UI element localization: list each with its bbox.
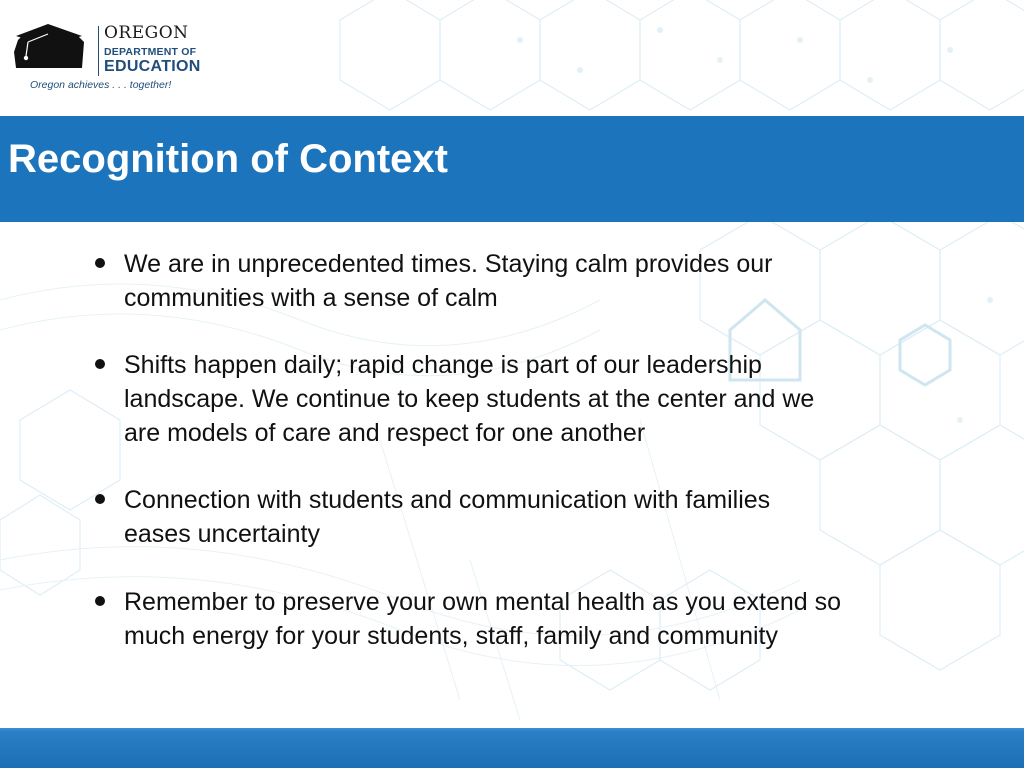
- logo-divider: [98, 26, 99, 76]
- bullet-text: Connection with students and communication with families eases uncertainty: [124, 486, 771, 548]
- slide-title: Recognition of Context: [8, 137, 448, 181]
- footer-bar: [0, 728, 1024, 768]
- bullet-text: We are in unprecedented times. Staying calm provides our communities with a sense of calm: [124, 250, 773, 312]
- oregon-department-of-education-logo: [8, 22, 201, 94]
- bullet-dot-icon: [95, 596, 105, 606]
- logo-text-department: DEPARTMENT OF: [104, 46, 197, 58]
- logo-tagline: Oregon achieves . . . together!: [30, 79, 172, 91]
- oregon-map-icon: [8, 22, 90, 78]
- logo-text-oregon: OREGON: [104, 23, 189, 43]
- bullet-dot-icon: [95, 258, 105, 268]
- bullet-text: Shifts happen daily; rapid change is part of our leadership landscape. We continue to keep students at the center and we are models of care and respect for one another: [124, 351, 815, 447]
- bullet-dot-icon: [95, 494, 105, 504]
- logo-text-education: EDUCATION: [104, 58, 201, 75]
- bullet-dot-icon: [95, 359, 105, 369]
- bullet-text: Remember to preserve your own mental health as you extend so much energy for your students, staff, family and community: [124, 588, 842, 650]
